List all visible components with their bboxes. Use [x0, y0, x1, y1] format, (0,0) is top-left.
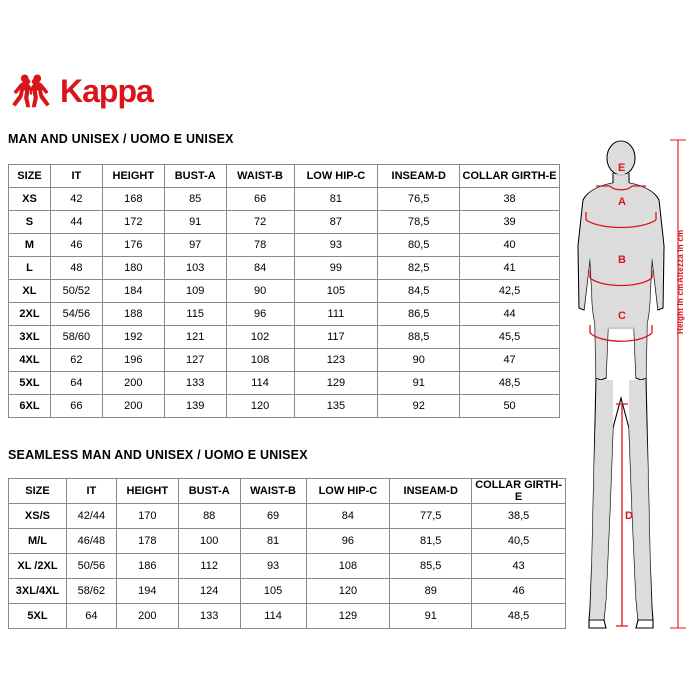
table-row	[9, 529, 566, 554]
cell-bust: 103	[164, 257, 226, 280]
cell-height: 196	[102, 349, 164, 372]
cell-inseam: 78,5	[378, 211, 460, 234]
marker-letter-c: C	[618, 310, 626, 322]
marker-letter-d: D	[625, 510, 633, 522]
cell-low-hip: 87	[294, 211, 378, 234]
cell-bust: 133	[164, 372, 226, 395]
cell-it: 42/44	[66, 504, 116, 529]
cell-collar-girth: 40,5	[472, 529, 566, 554]
cell-waist: 81	[240, 529, 306, 554]
cell-height: 168	[102, 188, 164, 211]
cell-height: 184	[102, 280, 164, 303]
cell-bust: 91	[164, 211, 226, 234]
cell-inseam: 91	[390, 604, 472, 629]
column-header: WAIST-B	[240, 479, 306, 504]
cell-inseam: 84,5	[378, 280, 460, 303]
cell-inseam: 82,5	[378, 257, 460, 280]
cell-inseam: 88,5	[378, 326, 460, 349]
measurement-figure-panel	[566, 128, 692, 638]
cell-height: 194	[116, 579, 178, 604]
cell-bust: 133	[178, 604, 240, 629]
cell-bust: 85	[164, 188, 226, 211]
height-label-en: Height in cm	[676, 283, 685, 334]
table-row	[9, 188, 560, 211]
cell-size: XS/S	[9, 504, 67, 529]
cell-collar-girth: 43	[472, 554, 566, 579]
cell-it: 50/52	[50, 280, 102, 303]
cell-height: 172	[102, 211, 164, 234]
cell-waist: 114	[226, 372, 294, 395]
cell-collar-girth: 40	[460, 234, 560, 257]
cell-low-hip: 84	[306, 504, 390, 529]
cell-it: 46/48	[66, 529, 116, 554]
cell-height: 178	[116, 529, 178, 554]
table-header-row	[9, 479, 566, 504]
cell-size: 2XL	[9, 303, 51, 326]
cell-it: 42	[50, 188, 102, 211]
column-header: COLLAR GIRTH-E	[472, 479, 566, 504]
cell-bust: 88	[178, 504, 240, 529]
column-header: INSEAM-D	[390, 479, 472, 504]
marker-letter-b: B	[618, 254, 626, 266]
cell-collar-girth: 47	[460, 349, 560, 372]
cell-waist: 96	[226, 303, 294, 326]
column-header: LOW HIP-C	[306, 479, 390, 504]
cell-waist: 72	[226, 211, 294, 234]
cell-bust: 97	[164, 234, 226, 257]
cell-waist: 69	[240, 504, 306, 529]
cell-it: 64	[66, 604, 116, 629]
table-row	[9, 280, 560, 303]
column-header: INSEAM-D	[378, 165, 460, 188]
cell-collar-girth: 41	[460, 257, 560, 280]
brand-logo	[8, 74, 153, 108]
cell-height: 186	[116, 554, 178, 579]
cell-waist: 105	[240, 579, 306, 604]
cell-it: 62	[50, 349, 102, 372]
cell-it: 44	[50, 211, 102, 234]
kappa-logo-icon	[8, 74, 54, 108]
cell-waist: 102	[226, 326, 294, 349]
cell-low-hip: 123	[294, 349, 378, 372]
cell-size: XL	[9, 280, 51, 303]
cell-size: XS	[9, 188, 51, 211]
cell-size: 5XL	[9, 372, 51, 395]
table-row	[9, 211, 560, 234]
table-row	[9, 504, 566, 529]
cell-it: 64	[50, 372, 102, 395]
cell-inseam: 80,5	[378, 234, 460, 257]
table-header-row	[9, 165, 560, 188]
column-header: BUST-A	[164, 165, 226, 188]
column-header: HEIGHT	[102, 165, 164, 188]
cell-inseam: 77,5	[390, 504, 472, 529]
column-header: HEIGHT	[116, 479, 178, 504]
male-body-measurement-figure-icon	[566, 128, 692, 638]
cell-bust: 139	[164, 395, 226, 418]
cell-waist: 90	[226, 280, 294, 303]
height-label-it: Altezza in cm	[676, 229, 685, 283]
cell-bust: 100	[178, 529, 240, 554]
cell-low-hip: 111	[294, 303, 378, 326]
cell-bust: 109	[164, 280, 226, 303]
cell-height: 180	[102, 257, 164, 280]
cell-inseam: 92	[378, 395, 460, 418]
cell-collar-girth: 50	[460, 395, 560, 418]
cell-it: 58/62	[66, 579, 116, 604]
cell-height: 200	[102, 395, 164, 418]
cell-collar-girth: 48,5	[472, 604, 566, 629]
cell-bust: 127	[164, 349, 226, 372]
cell-size: L	[9, 257, 51, 280]
cell-collar-girth: 42,5	[460, 280, 560, 303]
table-row	[9, 554, 566, 579]
column-header: IT	[50, 165, 102, 188]
cell-low-hip: 117	[294, 326, 378, 349]
brand-name: Kappa	[60, 73, 153, 109]
cell-inseam: 76,5	[378, 188, 460, 211]
cell-waist: 78	[226, 234, 294, 257]
cell-low-hip: 96	[306, 529, 390, 554]
cell-height: 170	[116, 504, 178, 529]
cell-collar-girth: 45,5	[460, 326, 560, 349]
column-header: SIZE	[9, 165, 51, 188]
cell-size: 5XL	[9, 604, 67, 629]
section-title-seamless: SEAMLESS MAN AND UNISEX / UOMO E UNISEX	[8, 448, 308, 462]
table-man-unisex	[8, 164, 560, 418]
cell-waist: 84	[226, 257, 294, 280]
cell-size: XL /2XL	[9, 554, 67, 579]
cell-waist: 66	[226, 188, 294, 211]
cell-size: S	[9, 211, 51, 234]
cell-size: 3XL/4XL	[9, 579, 67, 604]
cell-collar-girth: 46	[472, 579, 566, 604]
cell-height: 200	[116, 604, 178, 629]
cell-low-hip: 93	[294, 234, 378, 257]
cell-inseam: 85,5	[390, 554, 472, 579]
column-header: BUST-A	[178, 479, 240, 504]
cell-low-hip: 135	[294, 395, 378, 418]
cell-inseam: 81,5	[390, 529, 472, 554]
table-row	[9, 303, 560, 326]
column-header: SIZE	[9, 479, 67, 504]
cell-low-hip: 120	[306, 579, 390, 604]
cell-it: 46	[50, 234, 102, 257]
cell-size: M	[9, 234, 51, 257]
cell-size: 4XL	[9, 349, 51, 372]
cell-collar-girth: 48,5	[460, 372, 560, 395]
cell-height: 192	[102, 326, 164, 349]
cell-waist: 114	[240, 604, 306, 629]
cell-it: 58/60	[50, 326, 102, 349]
cell-low-hip: 129	[306, 604, 390, 629]
cell-bust: 124	[178, 579, 240, 604]
table-row	[9, 395, 560, 418]
table-row	[9, 579, 566, 604]
cell-height: 200	[102, 372, 164, 395]
table-row	[9, 234, 560, 257]
column-header: WAIST-B	[226, 165, 294, 188]
table-row	[9, 257, 560, 280]
cell-waist: 93	[240, 554, 306, 579]
cell-low-hip: 99	[294, 257, 378, 280]
cell-size: 6XL	[9, 395, 51, 418]
cell-collar-girth: 44	[460, 303, 560, 326]
cell-low-hip: 129	[294, 372, 378, 395]
cell-size: 3XL	[9, 326, 51, 349]
column-header: COLLAR GIRTH-E	[460, 165, 560, 188]
cell-it: 66	[50, 395, 102, 418]
cell-bust: 121	[164, 326, 226, 349]
cell-waist: 120	[226, 395, 294, 418]
cell-size: M/L	[9, 529, 67, 554]
table-row	[9, 372, 560, 395]
cell-inseam: 89	[390, 579, 472, 604]
table-row	[9, 604, 566, 629]
cell-height: 188	[102, 303, 164, 326]
table-row	[9, 349, 560, 372]
cell-bust: 115	[164, 303, 226, 326]
table-seamless-man-unisex	[8, 478, 566, 629]
marker-letter-a: A	[618, 196, 626, 208]
cell-it: 48	[50, 257, 102, 280]
cell-height: 176	[102, 234, 164, 257]
cell-inseam: 90	[378, 349, 460, 372]
height-axis-label	[676, 204, 690, 334]
column-header: IT	[66, 479, 116, 504]
cell-collar-girth: 38,5	[472, 504, 566, 529]
cell-waist: 108	[226, 349, 294, 372]
cell-inseam: 86,5	[378, 303, 460, 326]
cell-low-hip: 81	[294, 188, 378, 211]
column-header: LOW HIP-C	[294, 165, 378, 188]
cell-collar-girth: 39	[460, 211, 560, 234]
cell-it: 54/56	[50, 303, 102, 326]
marker-letter-e: E	[618, 162, 626, 174]
cell-it: 50/56	[66, 554, 116, 579]
cell-bust: 112	[178, 554, 240, 579]
cell-low-hip: 108	[306, 554, 390, 579]
table-row	[9, 326, 560, 349]
cell-low-hip: 105	[294, 280, 378, 303]
cell-inseam: 91	[378, 372, 460, 395]
cell-collar-girth: 38	[460, 188, 560, 211]
section-title-man-unisex: MAN AND UNISEX / UOMO E UNISEX	[8, 132, 234, 146]
